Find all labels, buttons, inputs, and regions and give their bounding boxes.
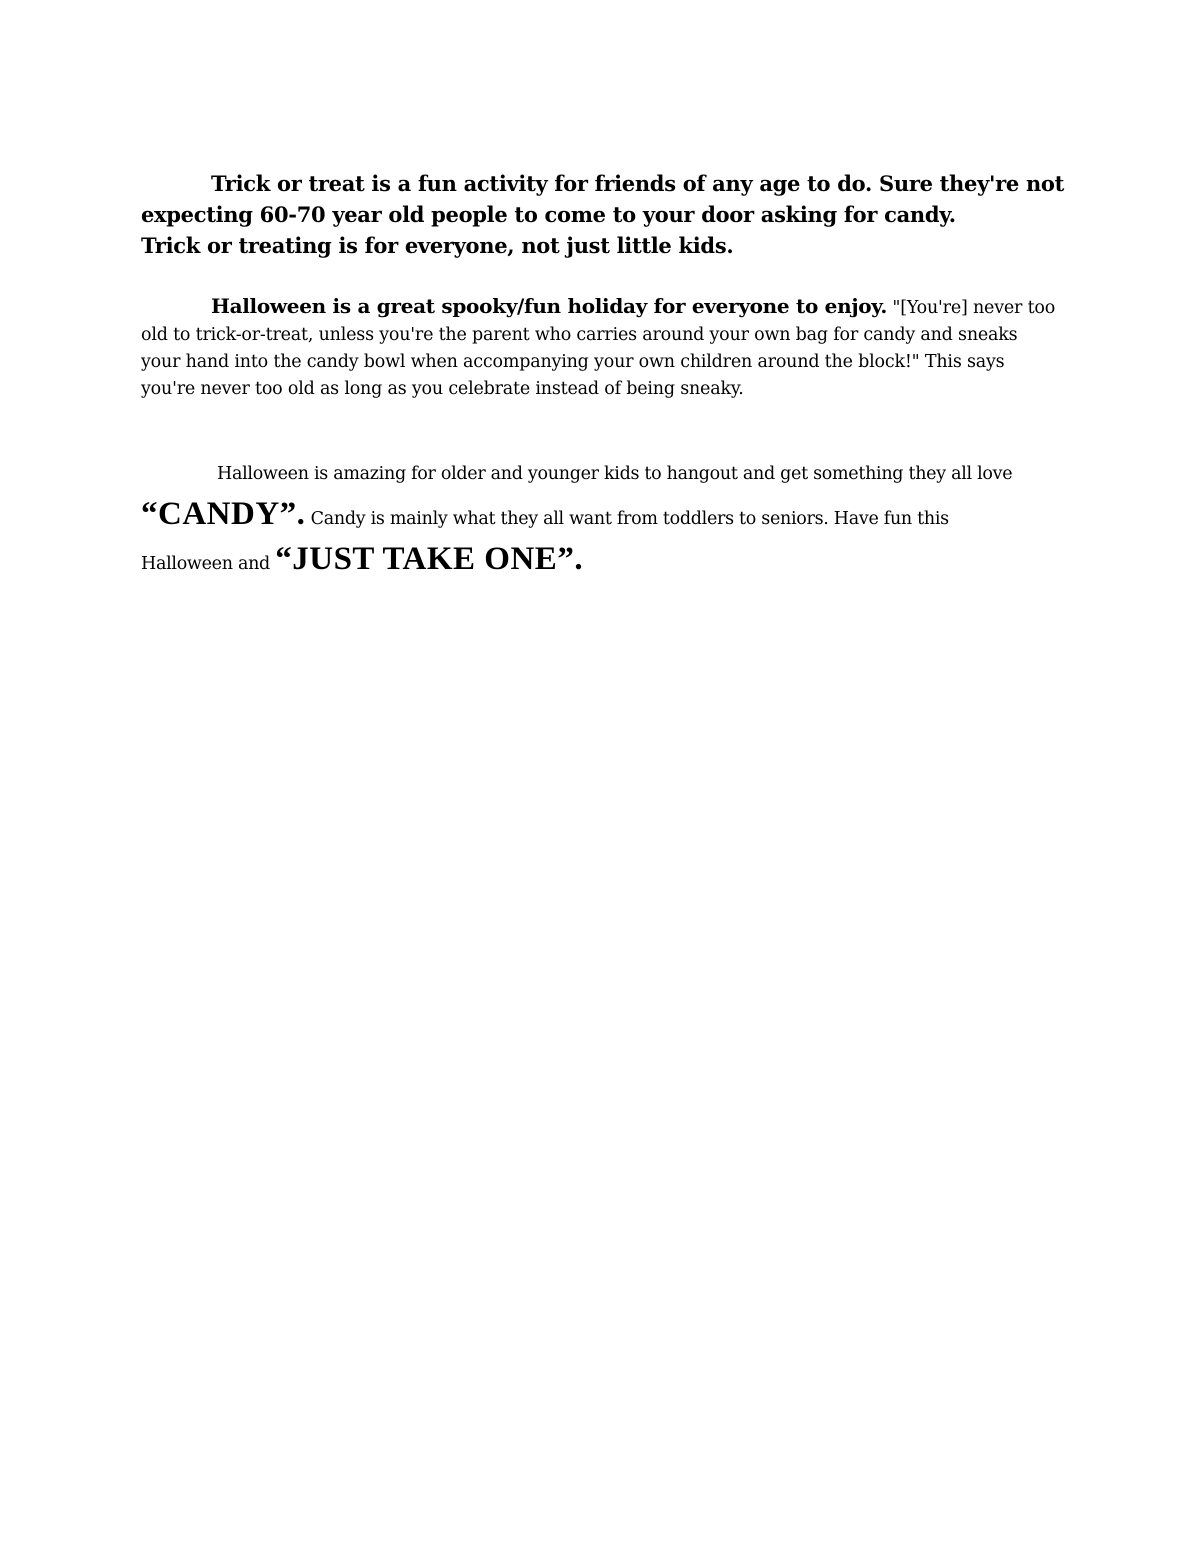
paragraph1-line2: expecting 60-70 year old people to come to your door asking for candy. — [141, 202, 956, 227]
paragraph3-line2-text: Candy is mainly what they all want from toddlers to seniors. Have fun this — [305, 509, 949, 529]
paragraph3-line2 — [141, 494, 1056, 539]
paragraph1-line1: Trick or treat is a fun activity for friends of any age to do. Sure they're not — [211, 171, 1065, 196]
paragraph2-line4: you're never too old as long as you celebrate instead of being sneaky. — [141, 379, 744, 399]
paragraph2-line1 — [141, 293, 1056, 322]
paragraph3-line1: Halloween is amazing for older and younger kids to hangout and get something they all love — [217, 464, 1013, 484]
paragraph2-quote-start: "[You're] never too — [886, 298, 1056, 318]
paragraph2-line2: old to trick-or-treat, unless you're the parent who carries around your own bag for candy and sneaks — [141, 325, 1018, 345]
just-take-one-emphasis: “JUST TAKE ONE”. — [275, 541, 584, 577]
candy-emphasis: “CANDY”. — [141, 496, 306, 532]
paragraph-halloween-holiday — [141, 293, 1056, 403]
paragraph-trick-or-treat — [141, 168, 1065, 261]
paragraph3-line3-text: Halloween and — [141, 554, 276, 574]
paragraph-candy — [141, 454, 1056, 584]
paragraph2-lead: Halloween is a great spooky/fun holiday for everyone to enjoy. — [211, 294, 887, 318]
paragraph1-line3: Trick or treating is for everyone, not just little kids. — [141, 233, 734, 258]
paragraph2-line3: your hand into the candy bowl when accompanying your own children around the block!" This says — [141, 352, 1005, 372]
paragraph3-line3 — [141, 539, 1056, 584]
